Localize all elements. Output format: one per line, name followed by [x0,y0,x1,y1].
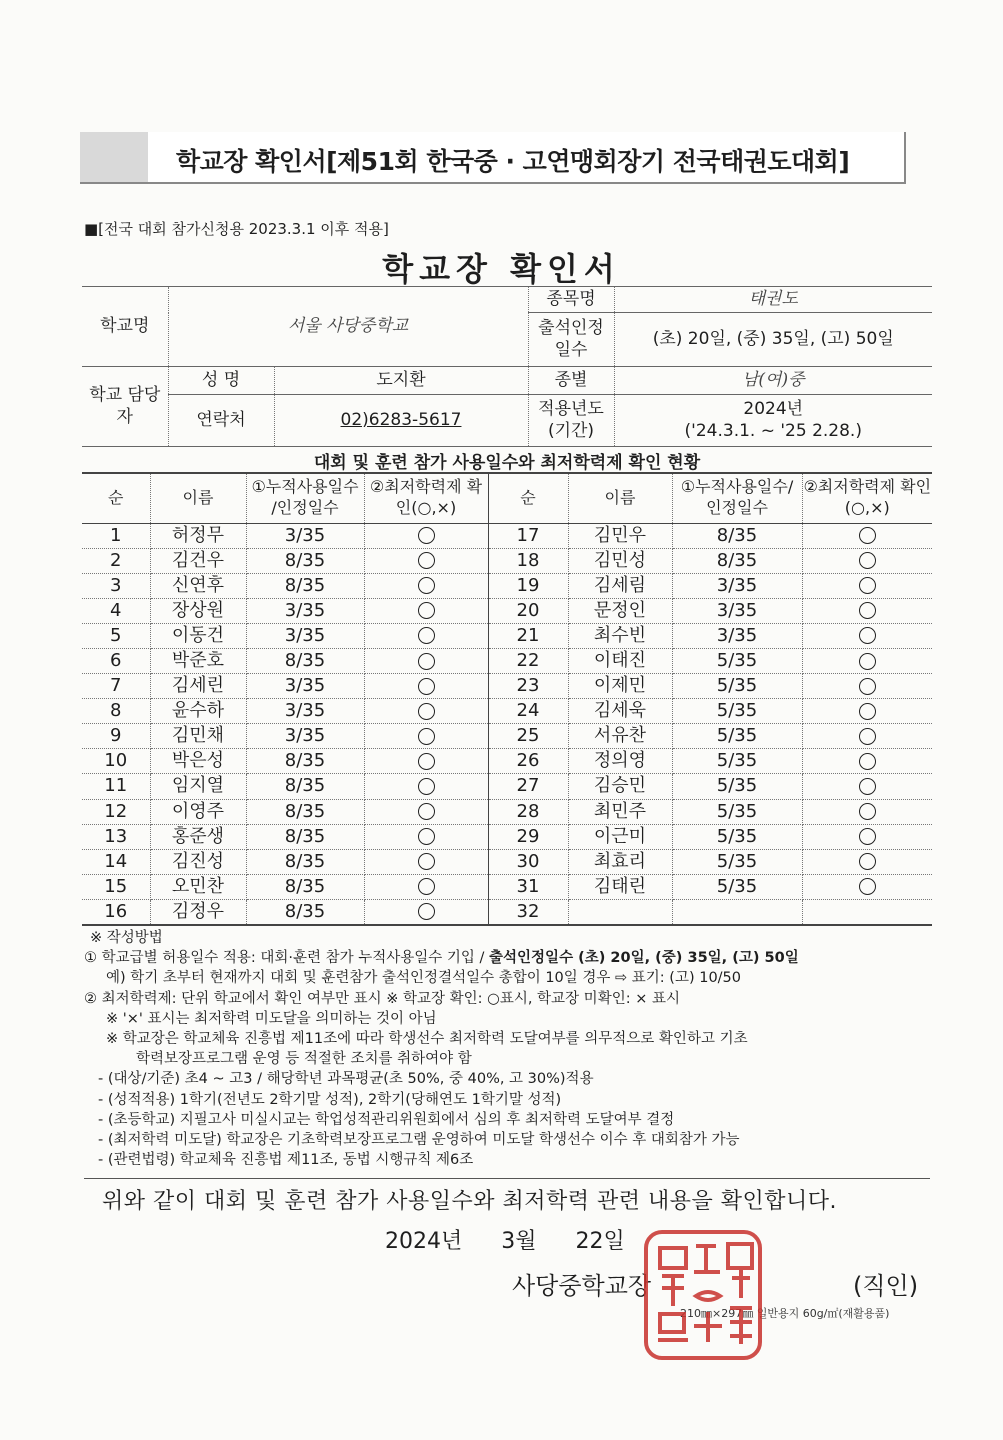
name-cell: 이동건 [150,623,246,648]
confirmed-circle-icon [418,627,435,644]
table-row [82,824,932,849]
confirmed-circle-icon [418,678,435,695]
name-cell: 김민우 [568,523,672,548]
check-cell [802,849,932,874]
name-cell: 김건우 [150,548,246,573]
table-row [82,874,932,899]
check-cell [802,774,932,799]
days-cell: 5/35 [672,699,802,724]
name-cell: 서유찬 [568,724,672,749]
no-cell: 11 [82,774,150,799]
days-cell: 5/35 [672,874,802,899]
writing-guide [84,928,944,1170]
check-cell [802,523,932,548]
confirmation-statement: 위와 같이 대회 및 훈련 참가 사용일수와 최저학력 관련 내용을 확인합니다. [102,1189,837,1214]
guide-line-7: - (대상/기준) 초4 ~ 고3 / 해당학년 과목평균(초 50%, 중 40%, 고 30%)적용 [98,1071,594,1088]
confirmed-circle-icon [859,828,876,845]
staff-label: 학교 담당자 [82,367,168,447]
days-cell: 8/35 [246,874,364,899]
table-row [82,749,932,774]
name-cell: 박은성 [150,749,246,774]
no-cell: 26 [488,749,568,774]
days-cell: 5/35 [672,824,802,849]
confirmed-circle-icon [859,653,876,670]
guide-line-8: - (성적적용) 1학기(전년도 2학기말 성적), 2학기(당해연도 1학기말 성적) [98,1091,562,1108]
check-cell [364,674,488,699]
no-cell: 24 [488,699,568,724]
check-cell [802,749,932,774]
days-cell: 3/35 [672,623,802,648]
date-year: 2024년 [385,1229,463,1254]
no-cell: 10 [82,749,150,774]
name-cell: 김세욱 [568,699,672,724]
days-cell: 5/35 [672,749,802,774]
no-cell: 18 [488,548,568,573]
confirmed-circle-icon [418,803,435,820]
col-check-right: ②최저학력제 확인(○,×) [802,473,932,523]
name-cell: 이근미 [568,824,672,849]
confirmed-circle-icon [418,903,435,920]
year-label: 적용년도 (기간) [528,395,614,447]
check-cell [364,724,488,749]
sport-value: 태권도 [614,287,932,313]
days-cell: 3/35 [246,598,364,623]
check-cell [802,899,932,924]
no-cell: 9 [82,724,150,749]
guide-line-5: ※ 학교장은 학교체육 진흥법 제11조에 따라 학생선수 최저학력 도달여부를 의무적으로 확인하고 기초 [106,1031,748,1048]
name-cell: 최효리 [568,849,672,874]
roster-table [82,472,932,926]
check-cell [802,724,932,749]
col-check-left: ②최저학력제 확인(○,×) [364,473,488,523]
name-cell: 이영주 [150,799,246,824]
days-cell: 8/35 [672,548,802,573]
check-cell [802,874,932,899]
check-cell [364,874,488,899]
check-cell [802,699,932,724]
table-row [82,724,932,749]
guide-line-11: - (관련법령) 학교체육 진흥법 제11조, 동법 시행규칙 제6조 [98,1152,474,1169]
days-cell: 8/35 [246,774,364,799]
check-cell [364,799,488,824]
guide-line-10: - (최저학력 미도달) 학교장은 기초학력보장프로그램 운영하여 미도달 학생선수 이수 후 대회참가 가능 [98,1132,740,1149]
check-cell [802,824,932,849]
attendance-label: 출석인정 일수 [528,313,614,367]
name-cell: 신연후 [150,573,246,598]
guide-line-1-text: ① 학교급별 허용일수 적용: 대회·훈련 참가 누적사용일수 기입 / [84,950,490,967]
confirmed-circle-icon [859,678,876,695]
table-row [82,799,932,824]
table-row [82,899,932,924]
attendance-value: (초) 20일, (중) 35일, (고) 50일 [614,313,932,367]
confirmed-circle-icon [859,728,876,745]
name-cell: 임지열 [150,774,246,799]
col-name-right: 이름 [568,473,672,523]
banner-grey-block [80,132,148,182]
date-month: 3월 [501,1229,537,1254]
days-cell: 8/35 [246,648,364,673]
check-cell [364,899,488,924]
confirmed-circle-icon [859,853,876,870]
confirmed-circle-icon [859,753,876,770]
confirmed-circle-icon [859,552,876,569]
table-row [82,548,932,573]
no-cell: 30 [488,849,568,874]
col-no-left: 순 [82,473,150,523]
year-value [614,395,932,447]
check-cell [364,598,488,623]
name-cell: 이태진 [568,648,672,673]
days-cell [672,899,802,924]
no-cell: 2 [82,548,150,573]
check-cell [802,623,932,648]
days-cell: 5/35 [672,674,802,699]
no-cell: 19 [488,573,568,598]
official-seal-icon [638,1226,768,1364]
name-cell: 김민채 [150,724,246,749]
contact-value [274,395,528,447]
no-cell: 29 [488,824,568,849]
no-cell: 7 [82,674,150,699]
days-cell: 8/35 [246,824,364,849]
confirmed-circle-icon [418,602,435,619]
days-cell: 3/35 [672,573,802,598]
confirmed-circle-icon [859,602,876,619]
confirmed-circle-icon [859,527,876,544]
confirmed-circle-icon [418,527,435,544]
check-cell [364,824,488,849]
check-cell [802,674,932,699]
days-cell: 8/35 [246,849,364,874]
banner-title: 학교장 확인서[제51회 한국중 · 고연맹회장기 전국태권도대회] [176,147,850,176]
col-days-left: ①누적사용일수 /인정일수 [246,473,364,523]
col-no-right: 순 [488,473,568,523]
guide-line-2: 예) 학기 초부터 현재까지 대회 및 훈련참가 출석인정결석일수 총합이 10일 경우 ⇨ 표기: (고) 10/50 [106,970,742,987]
no-cell: 6 [82,648,150,673]
table-row [82,523,932,548]
guide-line-1 [84,948,944,968]
no-cell: 12 [82,799,150,824]
check-cell [364,548,488,573]
guide-line-1-bold: 출석인정일수 (초) 20일, (중) 35일, (고) 50일 [489,950,799,967]
date-day: 22일 [575,1229,625,1254]
no-cell: 14 [82,849,150,874]
table-row [82,849,932,874]
name-cell: 오민찬 [150,874,246,899]
name-cell: 김진성 [150,849,246,874]
table-row [82,699,932,724]
principal-name: 사당중학교장 [512,1272,652,1300]
check-cell [802,573,932,598]
no-cell: 16 [82,899,150,924]
confirmed-circle-icon [859,778,876,795]
school-value: 서울 사당중학교 [168,287,528,367]
table-row [82,674,932,699]
name-cell: 최민주 [568,799,672,824]
no-cell: 28 [488,799,568,824]
signing-date [385,1224,657,1255]
check-cell [802,548,932,573]
confirmed-circle-icon [418,853,435,870]
days-cell: 3/35 [246,523,364,548]
confirmed-circle-icon [418,778,435,795]
days-cell: 8/35 [246,573,364,598]
days-cell: 8/35 [246,749,364,774]
document-title: 학교장 확인서 [382,250,621,288]
no-cell: 21 [488,623,568,648]
paper-spec-footer: 210㎜×297㎜ 일반용지 60g/㎡(재활용품) [680,1307,890,1320]
confirmed-circle-icon [859,703,876,720]
guide-line-4: ※ '×' 표시는 최저학력 미도달을 의미하는 것이 아님 [106,1010,437,1027]
roster-body [82,523,932,925]
confirmed-circle-icon [418,552,435,569]
days-cell: 5/35 [672,849,802,874]
confirmed-circle-icon [418,728,435,745]
header-banner [80,132,906,184]
days-cell: 8/35 [246,899,364,924]
year-text: 2024년 [743,399,804,420]
application-notice: ■[전국 대회 참가신청용 2023.3.1 이후 적용] [84,220,389,238]
contact-label: 연락처 [168,395,274,447]
contact-number: 02)6283-5617 [340,409,462,430]
gender-value: 남(여)중 [614,367,932,395]
name-cell: 김승민 [568,774,672,799]
table-row [82,573,932,598]
days-cell: 3/35 [672,598,802,623]
no-cell: 31 [488,874,568,899]
check-cell [802,598,932,623]
name-cell: 최수빈 [568,623,672,648]
check-cell [364,849,488,874]
gender-label: 종별 [528,367,614,395]
no-cell: 8 [82,699,150,724]
no-cell: 3 [82,573,150,598]
days-cell: 5/35 [672,724,802,749]
confirmed-circle-icon [418,753,435,770]
guide-line-6: 학력보장프로그램 운영 등 적절한 조치를 취하여야 함 [136,1051,472,1068]
school-info-table [82,286,932,447]
no-cell: 15 [82,874,150,899]
name-cell: 김세린 [150,674,246,699]
name-value: 도지환 [274,367,528,395]
days-cell: 8/35 [246,548,364,573]
no-cell: 23 [488,674,568,699]
guide-line-3: ② 최저학력제: 단위 학교에서 확인 여부만 표시 ※ 학교장 확인: ○표시, 학교장 미확인: × 표시 [84,990,680,1007]
confirmed-circle-icon [418,577,435,594]
table-row [82,598,932,623]
col-name-left: 이름 [150,473,246,523]
days-cell: 5/35 [672,799,802,824]
col-days-right: ①누적사용일수/ 인정일수 [672,473,802,523]
days-cell: 8/35 [246,799,364,824]
name-cell: 김세림 [568,573,672,598]
check-cell [802,799,932,824]
name-cell: 박준호 [150,648,246,673]
name-label: 성 명 [168,367,274,395]
name-cell: 장상원 [150,598,246,623]
no-cell: 25 [488,724,568,749]
days-cell: 3/35 [246,623,364,648]
confirmed-circle-icon [418,878,435,895]
check-cell [802,648,932,673]
no-cell: 32 [488,899,568,924]
days-cell: 3/35 [246,674,364,699]
no-cell: 13 [82,824,150,849]
check-cell [364,774,488,799]
days-cell: 5/35 [672,774,802,799]
summary-title: 대회 및 훈련 참가 사용일수와 최저학력제 확인 현황 [313,453,701,473]
name-cell: 윤수하 [150,699,246,724]
name-cell: 이제민 [568,674,672,699]
name-cell: 김정우 [150,899,246,924]
confirmed-circle-icon [859,878,876,895]
no-cell: 17 [488,523,568,548]
confirmed-circle-icon [418,653,435,670]
check-cell [364,523,488,548]
days-cell: 5/35 [672,648,802,673]
no-cell: 5 [82,623,150,648]
confirmed-circle-icon [859,577,876,594]
table-row [82,623,932,648]
days-cell: 3/35 [246,699,364,724]
table-row [82,774,932,799]
sport-label: 종목명 [528,287,614,313]
name-cell: 김태린 [568,874,672,899]
name-cell: 정의영 [568,749,672,774]
check-cell [364,749,488,774]
confirmed-circle-icon [859,803,876,820]
name-cell: 김민성 [568,548,672,573]
confirmed-circle-icon [418,703,435,720]
confirmed-circle-icon [859,627,876,644]
check-cell [364,699,488,724]
guide-line-9: - (초등학교) 지필고사 미실시교는 학업성적관리위원회에서 심의 후 최저학력 도달여부 결정 [98,1111,675,1128]
no-cell: 20 [488,598,568,623]
name-cell: 문정인 [568,598,672,623]
guide-heading: ※ 작성방법 [90,930,163,946]
no-cell: 22 [488,648,568,673]
check-cell [364,648,488,673]
table-row [82,648,932,673]
name-cell: 허정무 [150,523,246,548]
confirmed-circle-icon [418,828,435,845]
days-cell: 8/35 [672,523,802,548]
no-cell: 27 [488,774,568,799]
name-cell [568,899,672,924]
check-cell [364,623,488,648]
seal-label: (직인) [853,1272,919,1300]
check-cell [364,573,488,598]
year-period: ('24.3.1. ~ '25 2.28.) [684,420,862,441]
school-label: 학교명 [82,287,168,367]
no-cell: 4 [82,598,150,623]
no-cell: 1 [82,523,150,548]
name-cell: 홍준생 [150,824,246,849]
divider [84,1178,930,1179]
days-cell: 3/35 [246,724,364,749]
